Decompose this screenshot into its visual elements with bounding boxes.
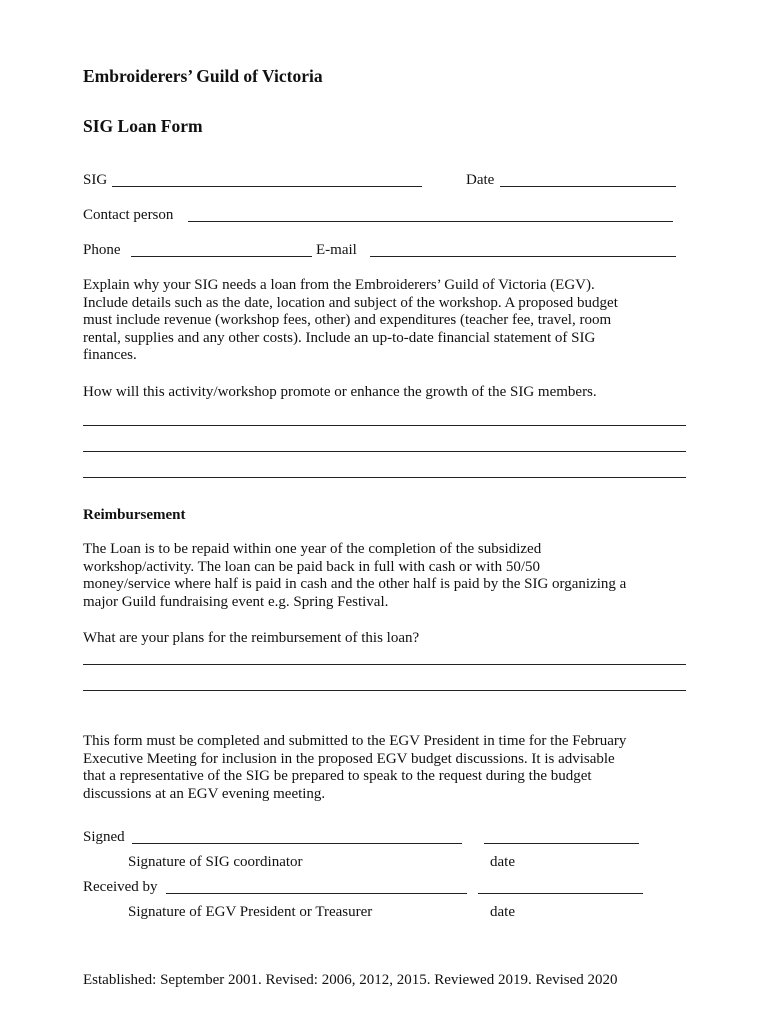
signed-date-field[interactable] bbox=[484, 843, 639, 844]
explain-line: finances. bbox=[83, 347, 137, 364]
submission-line: Executive Meeting for inclusion in the proposed EGV budget discussions. It is advisable bbox=[83, 750, 615, 767]
promote-answer-line-3[interactable] bbox=[83, 477, 686, 478]
received-date-field[interactable] bbox=[478, 893, 643, 894]
explain-paragraph bbox=[83, 277, 693, 365]
submission-paragraph bbox=[83, 733, 693, 803]
submission-line: This form must be completed and submitted to the EGV President in time for the February bbox=[83, 733, 627, 749]
reimbursement-answer-line-2[interactable] bbox=[83, 690, 686, 691]
phone-label: Phone bbox=[83, 242, 121, 258]
submission-line: that a representative of the SIG be prepared to speak to the request during the budget bbox=[83, 768, 592, 785]
received-signature-field[interactable] bbox=[166, 893, 467, 894]
reimbursement-paragraph bbox=[83, 541, 693, 611]
reimbursement-line: major Guild fundraising event e.g. Spring Festival. bbox=[83, 593, 389, 610]
explain-line: Include details such as the date, location and subject of the workshop. A proposed budget bbox=[83, 294, 618, 311]
submission-line: discussions at an EGV evening meeting. bbox=[83, 785, 326, 802]
signed-caption: Signature of SIG coordinator bbox=[128, 854, 303, 870]
sig-label: SIG bbox=[83, 172, 108, 188]
date-field[interactable] bbox=[500, 186, 676, 187]
received-by-label: Received by bbox=[83, 879, 158, 895]
reimbursement-line: The Loan is to be repaid within one year of the completion of the subsidized bbox=[83, 541, 542, 557]
sig-field[interactable] bbox=[112, 186, 422, 187]
reimbursement-line: workshop/activity. The loan can be paid back in full with cash or with 50/50 bbox=[83, 558, 540, 575]
organization-title: Embroiderers’ Guild of Victoria bbox=[83, 66, 323, 86]
revision-footer: Established: September 2001. Revised: 2006, 2012, 2015. Reviewed 2019. Revised 2020 bbox=[83, 972, 618, 988]
contact-person-label: Contact person bbox=[83, 207, 174, 223]
explain-line: Explain why your SIG needs a loan from the Embroiderers’ Guild of Victoria (EGV). bbox=[83, 277, 595, 293]
reimbursement-question: What are your plans for the reimbursement of this loan? bbox=[83, 630, 420, 646]
signed-label: Signed bbox=[83, 829, 125, 845]
signed-date-caption: date bbox=[490, 854, 515, 870]
reimbursement-line: money/service where half is paid in cash and the other half is paid by the SIG organizing a bbox=[83, 576, 627, 593]
received-date-caption: date bbox=[490, 904, 515, 920]
email-field[interactable] bbox=[370, 256, 676, 257]
reimbursement-answer-line-1[interactable] bbox=[83, 664, 686, 665]
explain-line: rental, supplies and any other costs). Include an up-to-date financial statement of SIG bbox=[83, 329, 596, 346]
received-caption: Signature of EGV President or Treasurer bbox=[128, 904, 373, 920]
phone-field[interactable] bbox=[131, 256, 312, 257]
promote-answer-line-1[interactable] bbox=[83, 425, 686, 426]
date-label: Date bbox=[466, 172, 495, 188]
signed-signature-field[interactable] bbox=[132, 843, 462, 844]
reimbursement-heading: Reimbursement bbox=[83, 507, 186, 523]
promote-answer-line-2[interactable] bbox=[83, 451, 686, 452]
form-title: SIG Loan Form bbox=[83, 116, 203, 136]
email-label: E-mail bbox=[316, 242, 357, 258]
explain-line: must include revenue (workshop fees, other) and expenditures (teacher fee, travel, room bbox=[83, 312, 612, 329]
contact-person-field[interactable] bbox=[188, 221, 673, 222]
promote-question: How will this activity/workshop promote or enhance the growth of the SIG members. bbox=[83, 384, 597, 400]
